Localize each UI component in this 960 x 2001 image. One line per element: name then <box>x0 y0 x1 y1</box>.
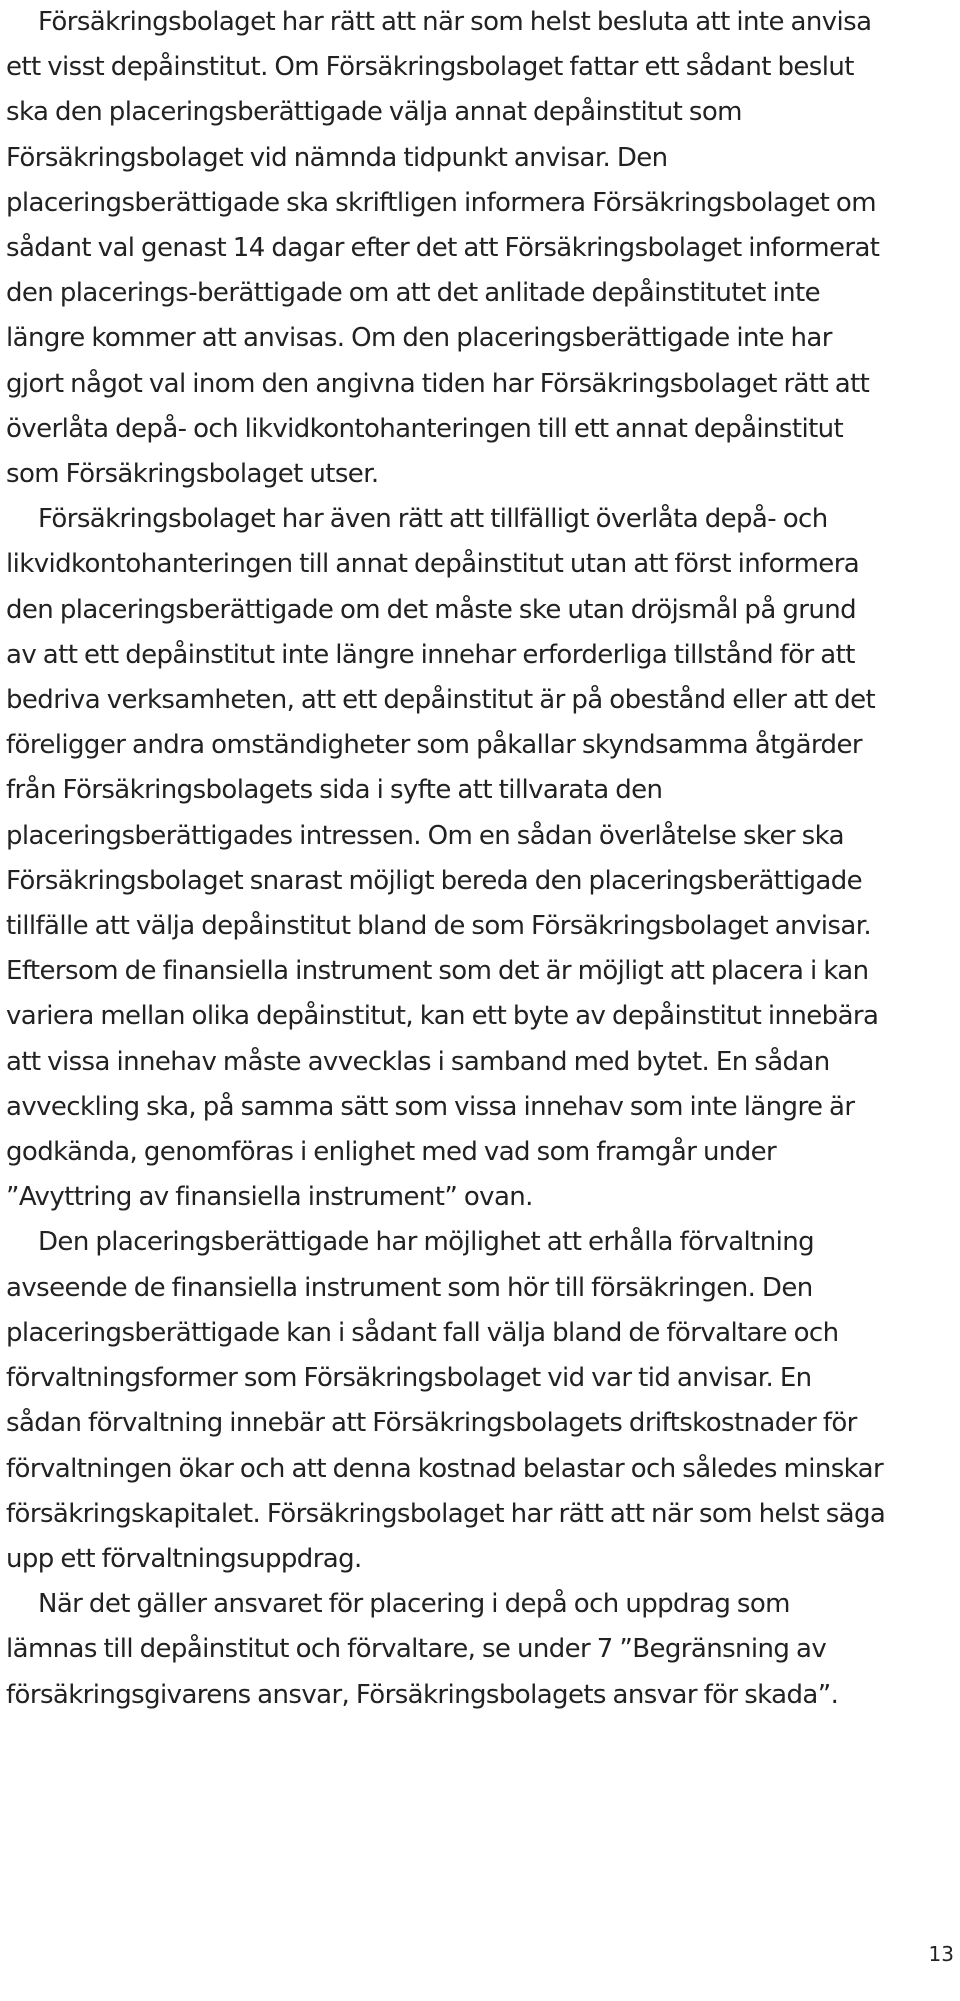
paragraph-4: När det gäller ansvaret för placering i depå och uppdrag som lämnas till depåinstitut och förvaltare, se under 7 ”Begränsning av försäkringsgivarens ansvar, Försäkringsbolagets ansvar för skada”. <box>6 1589 839 1710</box>
paragraph-2: Försäkringsbolaget har även rätt att tillfälligt överlåta depå- och likvidkontohanteringen till annat depåinstitut utan att först informera den placeringsberättigade om det måste ske utan dröjsmål på grund av att ett depåinstitut inte längre innehar erforderliga tillstånd för att bedriva verksamheten, att ett depåinstitut är på obestånd eller att det föreligger andra omständigheter som påkallar skyndsamma åtgärder från Försäkringsbolagets sida i syfte att tillvarata den placeringsberättigades intressen. Om en sådan överlåtelse sker ska Försäkringsbolaget snarast möjligt bereda den placeringsberättigade tillfälle att välja depåinstitut bland de som Försäkringsbolaget anvisar. Eftersom de finansiella instrument som det är möjligt att placera i kan variera mellan olika depåinstitut, kan ett byte av depåinstitut innebära att vissa innehav måste avvecklas i samband med bytet. En sådan avveckling ska, på samma sätt som vissa innehav som inte längre är godkända, genomföras i enlighet med vad som framgår under ”Avyttring av finansiella instrument” ovan. <box>6 504 879 1213</box>
page-number: 13 <box>928 1942 954 1966</box>
body-text <box>6 0 886 1718</box>
paragraph-1: Försäkringsbolaget har rätt att när som helst besluta att inte anvisa ett visst depåinstitut. Om Försäkringsbolaget fattar ett sådant beslut ska den placeringsberättigade välja annat depåinstitut som Försäkringsbolaget vid nämnda tidpunkt anvisar. Den placeringsberättigade ska skriftligen informera Försäkringsbolaget om sådant val genast 14 dagar efter det att Försäkringsbolaget informerat den placerings-berättigade om att det anlitade depåinstitutet inte längre kommer att anvisas. Om den placeringsberättigade inte har gjort något val inom den angivna tiden har Försäkringsbolaget rätt att överlåta depå- och likvidkontohanteringen till ett annat depåinstitut som Försäkringsbolaget utser. <box>6 7 880 490</box>
paragraph-3: Den placeringsberättigade har möjlighet att erhålla förvaltning avseende de finansiella instrument som hör till försäkringen. Den placeringsberättigade kan i sådant fall välja bland de förvaltare och förvaltningsformer som Försäkringsbolaget vid var tid anvisar. En sådan förvaltning innebär att Försäkringsbolagets driftskostnader för förvaltningen ökar och att denna kostnad belastar och således minskar försäkringskapitalet. Försäkringsbolaget har rätt att när som helst säga upp ett förvaltningsuppdrag. <box>6 1227 886 1574</box>
